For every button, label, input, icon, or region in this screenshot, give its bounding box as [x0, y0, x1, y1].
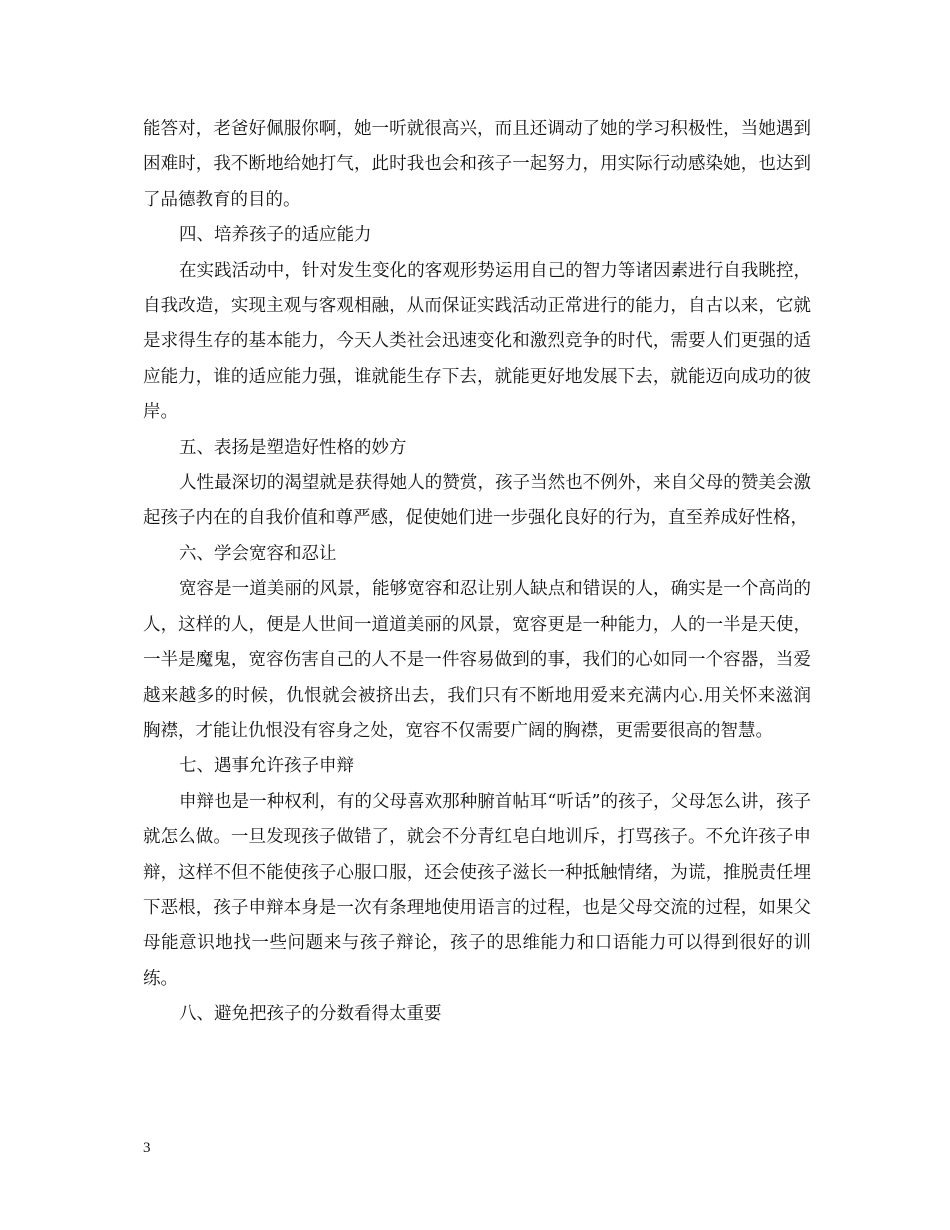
- paragraph-adaptability: 在实践活动中，针对发生变化的客观形势运用自己的智力等诸因素进行自我眺控，自我改造，实现主观与客观相融，从而保证实践活动正常进行的能力，自古以来，它就是求得生存的基本能力，今天人类社会迅速变化和激烈竞争的时代，需要人们更强的适应能力，谁的适应能力强，谁就能生存下去，就能更好地发展下去，就能迈向成功的彼岸。: [143, 260, 811, 423]
- paragraph-tolerance: 宽容是一道美丽的风景，能够宽容和忍让别人缺点和错误的人，确实是一个高尚的人，这样的人，便是人世间一道道美丽的风景，宽容更是一种能力，人的一半是天使，一半是魔鬼，宽容伤害自己的人不是一件容易做到的事，我们的心如同一个容器，当爱越来越多的时候，仇恨就会被挤出去，我们只有不断地用爱来充满内心.用关怀来滋润胸襟，才能让仇恨没有容身之处，宽容不仅需要广阔的胸襟，更需要很高的智慧。: [143, 579, 811, 741]
- paragraph-continuation: 能答对，老爸好佩服你啊，她一听就很高兴，而且还调动了她的学习积极性，当她遇到困难时，我不断地给她打气，此时我也会和孩子一起努力，用实际行动感染她，也达到了品德教育的目的。: [143, 119, 811, 210]
- document-body: [143, 112, 811, 1033]
- section-heading-5: 五、表扬是塑造好性格的妙方: [179, 437, 407, 458]
- section-heading-6: 六、学会宽容和忍让: [179, 543, 337, 564]
- paragraph-praise: 人性最深切的渴望就是获得她人的赞赏，孩子当然也不例外，来自父母的赞美会激起孩子内在的自我价值和尊严感，促使她们进一步强化良好的行为，直至养成好性格，: [143, 473, 811, 529]
- section-heading-8: 八、避免把孩子的分数看得太重要: [179, 1004, 442, 1025]
- page-number: 3: [143, 1140, 151, 1156]
- paragraph-argument: 申辩也是一种权利，有的父母喜欢那种腑首帖耳“听话”的孩子，父母怎么讲，孩子就怎么做。一旦发现孩子做错了，就会不分青红皂白地训斥，打骂孩子。不允许孩子申辩，这样不但不能使孩子心服口服，还会使孩子滋长一种抵触情绪，为谎，推脱责任埋下恶根，孩子申辩本身是一次有条理地使用语言的过程，也是父母交流的过程，如果父母能意识地找一些问题来与孩子辩论，孩子的思维能力和口语能力可以得到很好的训练。: [143, 791, 811, 989]
- section-heading-4: 四、培养孩子的适应能力: [179, 225, 372, 246]
- section-heading-7: 七、遇事允许孩子申辩: [179, 756, 354, 777]
